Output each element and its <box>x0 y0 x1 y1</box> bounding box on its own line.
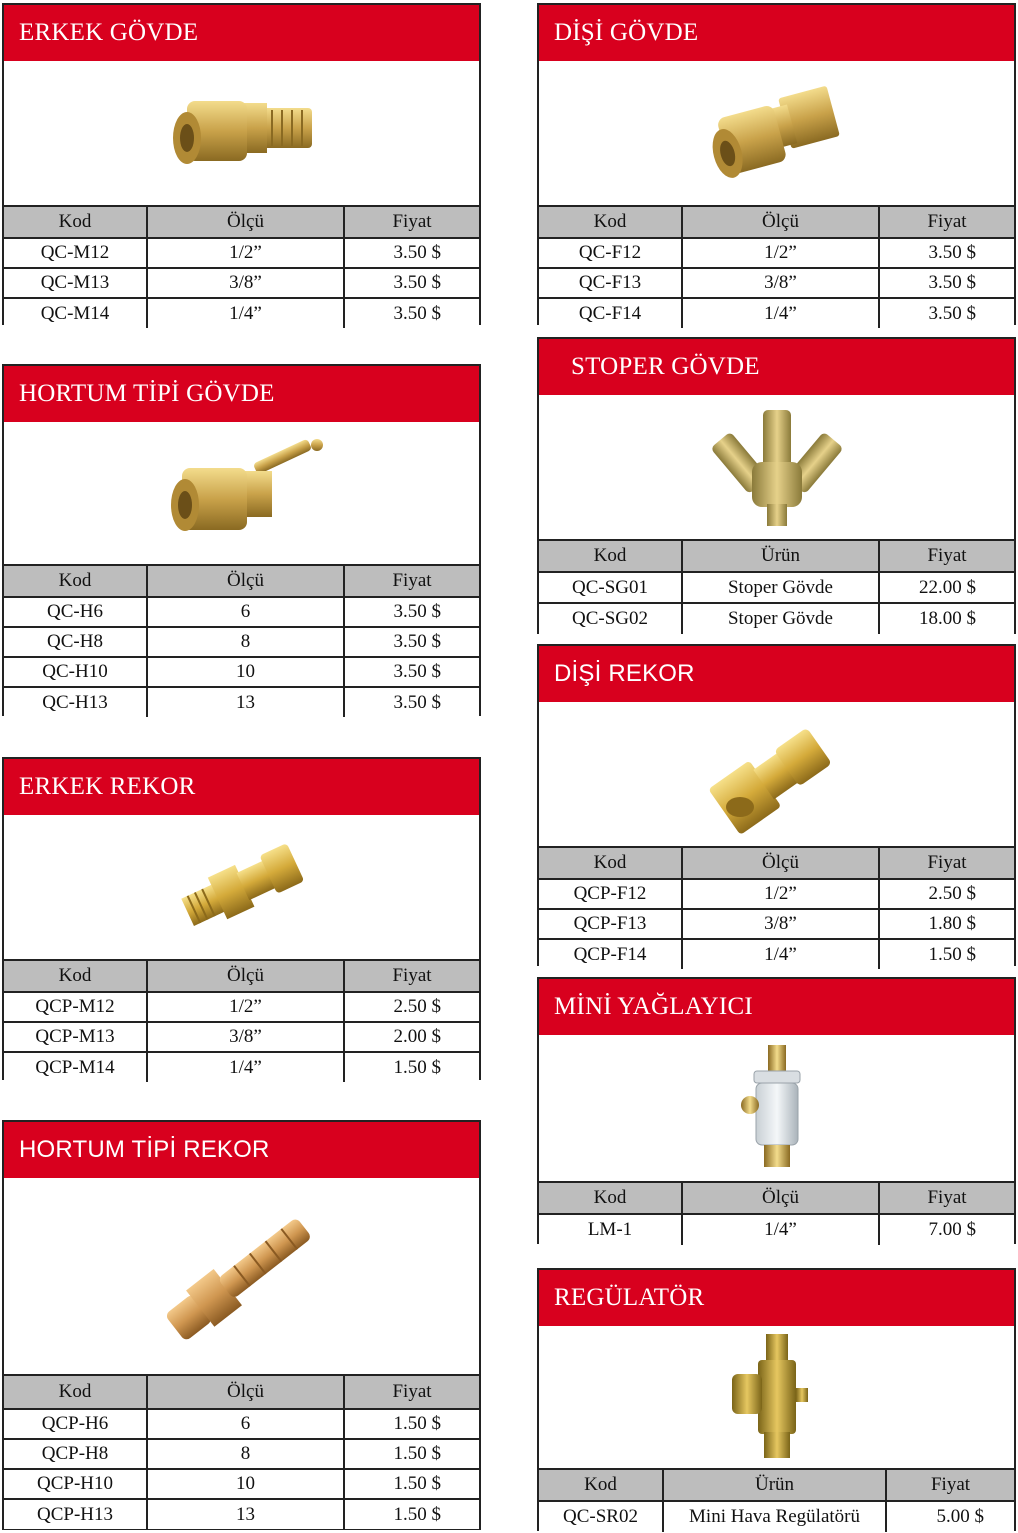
column-header: Kod <box>4 206 147 238</box>
column-header: Ürün <box>663 1469 886 1501</box>
table-row <box>539 909 1014 939</box>
code-cell: QCP-H8 <box>4 1439 147 1469</box>
table-row <box>4 657 479 687</box>
product-card-erkek-govde <box>2 3 481 325</box>
product-card-mini-yaglayici <box>537 977 1016 1244</box>
price-cell: 7.00 $ <box>879 1214 1014 1245</box>
column-header: Ölçü <box>147 960 344 992</box>
size-cell: 1/2” <box>682 879 879 909</box>
column-header: Fiyat <box>886 1469 1014 1501</box>
code-cell: LM-1 <box>539 1214 682 1245</box>
column-header: Fiyat <box>879 206 1014 238</box>
table-row <box>539 879 1014 909</box>
table-row <box>4 687 479 717</box>
female-plug-image <box>539 702 1014 846</box>
product-card-disi-govde <box>537 3 1016 325</box>
price-cell: 1.50 $ <box>344 1439 479 1469</box>
table-row <box>539 238 1014 268</box>
code-cell: QCP-M14 <box>4 1052 147 1082</box>
column-header: Kod <box>4 1375 147 1409</box>
column-header: Ölçü <box>682 206 879 238</box>
code-cell: QC-SG02 <box>539 603 682 634</box>
price-table <box>539 1468 1014 1532</box>
price-cell: 3.50 $ <box>344 268 479 298</box>
product-cell: Mini Hava Regülatörü <box>663 1501 886 1532</box>
size-cell: 1/2” <box>147 238 344 268</box>
price-cell: 3.50 $ <box>344 238 479 268</box>
product-card-hortum-tipi-govde <box>2 364 481 716</box>
product-card-hortum-tipi-rekor <box>2 1120 481 1530</box>
price-table <box>4 205 479 328</box>
table-row <box>4 1469 479 1499</box>
code-cell: QCP-M13 <box>4 1022 147 1052</box>
price-cell: 3.50 $ <box>879 298 1014 328</box>
size-cell: 8 <box>147 627 344 657</box>
column-header: Kod <box>539 1469 663 1501</box>
code-cell: QCP-H13 <box>4 1499 147 1529</box>
size-cell: 1/4” <box>682 1214 879 1245</box>
price-cell: 2.50 $ <box>344 992 479 1022</box>
table-row <box>4 1439 479 1469</box>
table-row <box>539 298 1014 328</box>
hose-coupler-body-image <box>4 422 479 564</box>
male-plug-image <box>4 815 479 959</box>
column-header: Fiyat <box>879 847 1014 879</box>
mini-lubricator-image <box>539 1035 1014 1181</box>
size-cell: 1/4” <box>147 298 344 328</box>
product-cell: Stoper Gövde <box>682 572 879 603</box>
code-cell: QC-H10 <box>4 657 147 687</box>
size-cell: 10 <box>147 1469 344 1499</box>
price-table <box>539 539 1014 634</box>
table-row <box>4 1052 479 1082</box>
column-header: Fiyat <box>344 565 479 597</box>
column-header: Ölçü <box>147 206 344 238</box>
card-title: ERKEK GÖVDE <box>4 5 479 61</box>
card-title: ERKEK REKOR <box>4 759 479 815</box>
price-table <box>539 205 1014 328</box>
table-row <box>539 939 1014 969</box>
code-cell: QCP-H10 <box>4 1469 147 1499</box>
column-header: Fiyat <box>344 960 479 992</box>
product-card-disi-rekor <box>537 644 1016 966</box>
code-cell: QC-SR02 <box>539 1501 663 1532</box>
size-cell: 1/2” <box>147 992 344 1022</box>
price-cell: 3.50 $ <box>344 657 479 687</box>
code-cell: QCP-F14 <box>539 939 682 969</box>
card-title: HORTUM TİPİ GÖVDE <box>4 366 479 422</box>
price-cell: 18.00 $ <box>879 603 1014 634</box>
column-header: Ölçü <box>682 847 879 879</box>
code-cell: QC-M14 <box>4 298 147 328</box>
card-title: STOPER GÖVDE <box>539 339 1014 395</box>
product-card-erkek-rekor <box>2 757 481 1080</box>
size-cell: 1/2” <box>682 238 879 268</box>
column-header: Ölçü <box>147 1375 344 1409</box>
code-cell: QCP-H6 <box>4 1409 147 1439</box>
table-row <box>4 1409 479 1439</box>
price-table <box>4 1374 479 1529</box>
size-cell: 1/4” <box>682 298 879 328</box>
size-cell: 13 <box>147 687 344 717</box>
hose-plug-image <box>4 1178 479 1374</box>
column-header: Fiyat <box>344 206 479 238</box>
column-header: Kod <box>539 540 682 572</box>
code-cell: QC-H6 <box>4 597 147 627</box>
price-table <box>4 564 479 717</box>
code-cell: QC-F14 <box>539 298 682 328</box>
table-row <box>539 603 1014 634</box>
table-row <box>4 627 479 657</box>
column-header: Kod <box>4 565 147 597</box>
card-title: DİŞİ GÖVDE <box>539 5 1014 61</box>
column-header: Fiyat <box>879 540 1014 572</box>
code-cell: QC-SG01 <box>539 572 682 603</box>
table-row <box>4 238 479 268</box>
stopper-body-manifold-image <box>539 395 1014 539</box>
size-cell: 1/4” <box>147 1052 344 1082</box>
code-cell: QC-F12 <box>539 238 682 268</box>
code-cell: QC-H8 <box>4 627 147 657</box>
price-cell: 3.50 $ <box>344 627 479 657</box>
price-cell: 1.80 $ <box>879 909 1014 939</box>
code-cell: QC-H13 <box>4 687 147 717</box>
product-card-regulator <box>537 1268 1016 1531</box>
male-coupler-body-image <box>4 61 479 205</box>
price-cell: 3.50 $ <box>879 238 1014 268</box>
size-cell: 6 <box>147 1409 344 1439</box>
price-cell: 5.00 $ <box>886 1501 1014 1532</box>
price-cell: 1.50 $ <box>344 1052 479 1082</box>
table-row <box>539 1501 1014 1532</box>
price-cell: 3.50 $ <box>344 687 479 717</box>
price-table <box>539 846 1014 969</box>
size-cell: 8 <box>147 1439 344 1469</box>
product-cell: Stoper Gövde <box>682 603 879 634</box>
column-header: Kod <box>539 847 682 879</box>
size-cell: 6 <box>147 597 344 627</box>
card-title: MİNİ YAĞLAYICI <box>539 979 1014 1035</box>
price-cell: 3.50 $ <box>344 298 479 328</box>
column-header: Kod <box>4 960 147 992</box>
price-cell: 1.50 $ <box>344 1469 479 1499</box>
table-row <box>4 1022 479 1052</box>
code-cell: QC-F13 <box>539 268 682 298</box>
table-row <box>539 572 1014 603</box>
price-cell: 2.50 $ <box>879 879 1014 909</box>
code-cell: QC-M12 <box>4 238 147 268</box>
table-row <box>4 597 479 627</box>
card-title: REGÜLATÖR <box>539 1270 1014 1326</box>
price-cell: 3.50 $ <box>879 268 1014 298</box>
table-row <box>539 268 1014 298</box>
price-cell: 3.50 $ <box>344 597 479 627</box>
column-header: Ölçü <box>147 565 344 597</box>
female-coupler-body-image <box>539 61 1014 205</box>
column-header: Kod <box>539 1182 682 1214</box>
column-header: Kod <box>539 206 682 238</box>
table-row <box>4 268 479 298</box>
price-table <box>4 959 479 1082</box>
column-header: Fiyat <box>344 1375 479 1409</box>
card-title: HORTUM TİPİ REKOR <box>4 1122 479 1178</box>
code-cell: QCP-F13 <box>539 909 682 939</box>
size-cell: 1/4” <box>682 939 879 969</box>
column-header: Ölçü <box>682 1182 879 1214</box>
code-cell: QCP-F12 <box>539 879 682 909</box>
size-cell: 10 <box>147 657 344 687</box>
table-row <box>4 298 479 328</box>
table-row <box>539 1214 1014 1245</box>
table-row <box>4 1499 479 1529</box>
size-cell: 3/8” <box>682 909 879 939</box>
price-cell: 1.50 $ <box>344 1499 479 1529</box>
mini-air-regulator-image <box>539 1326 1014 1468</box>
column-header: Ürün <box>682 540 879 572</box>
card-title: DİŞİ REKOR <box>539 646 1014 702</box>
table-row <box>4 992 479 1022</box>
price-table <box>539 1181 1014 1245</box>
price-cell: 1.50 $ <box>344 1409 479 1439</box>
price-cell: 22.00 $ <box>879 572 1014 603</box>
size-cell: 3/8” <box>147 1022 344 1052</box>
column-header: Fiyat <box>879 1182 1014 1214</box>
code-cell: QC-M13 <box>4 268 147 298</box>
product-card-stoper-govde <box>537 337 1016 634</box>
size-cell: 3/8” <box>682 268 879 298</box>
price-cell: 2.00 $ <box>344 1022 479 1052</box>
code-cell: QCP-M12 <box>4 992 147 1022</box>
price-cell: 1.50 $ <box>879 939 1014 969</box>
size-cell: 3/8” <box>147 268 344 298</box>
size-cell: 13 <box>147 1499 344 1529</box>
